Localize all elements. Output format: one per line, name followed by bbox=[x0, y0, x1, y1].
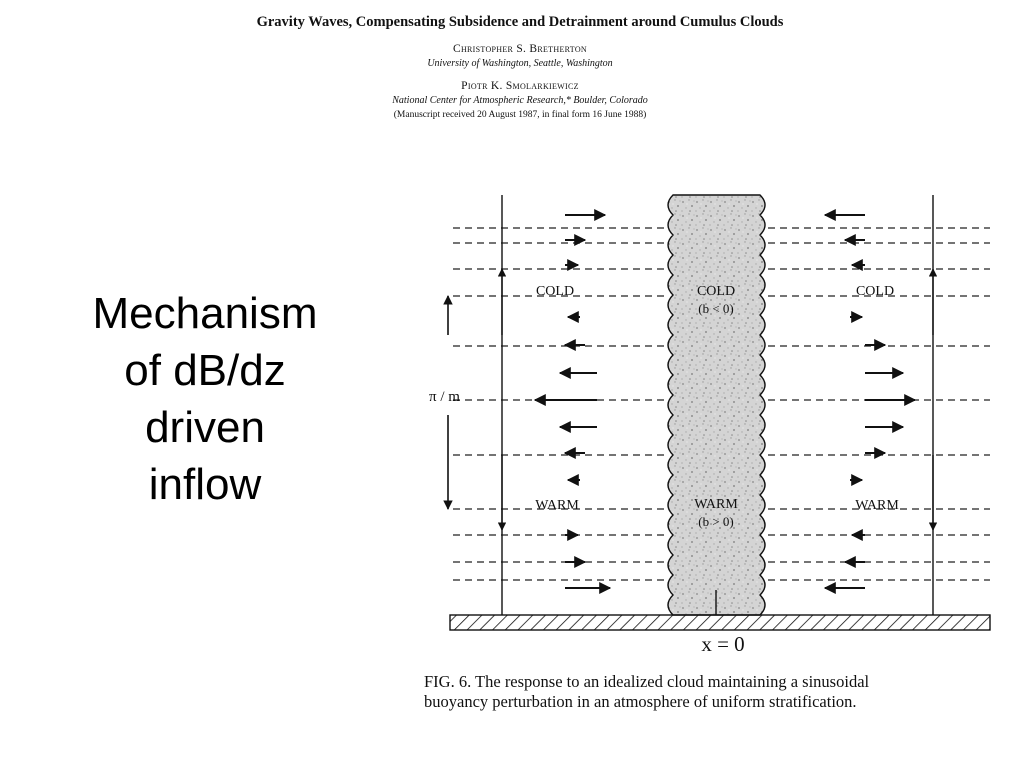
cold-center-buoyancy: (b < 0) bbox=[698, 301, 734, 316]
warm-center-buoyancy: (b > 0) bbox=[698, 514, 734, 529]
cold-left-label: COLD bbox=[535, 284, 575, 299]
caption-line-1: FIG. 6. The response to an idealized cloud maintaining a sinusoidal bbox=[424, 672, 870, 691]
paper-header bbox=[200, 14, 840, 120]
warm-right-label: WARM bbox=[855, 498, 899, 513]
pi-over-m-label: π / m bbox=[429, 389, 460, 405]
figure-caption bbox=[424, 672, 1014, 712]
cold-right-label: COLD bbox=[855, 284, 895, 299]
cold-center-label: COLD bbox=[696, 284, 736, 299]
x-zero-label: x = 0 bbox=[701, 632, 745, 656]
warm-center-label: WARM bbox=[694, 497, 738, 512]
cloud-column bbox=[668, 195, 765, 615]
author-1: Christopher S. Bretherton bbox=[453, 43, 587, 55]
affiliation-2: National Center for Atmospheric Research,* Boulder, Colorado bbox=[392, 95, 648, 106]
cloud-response-figure bbox=[415, 185, 1005, 665]
caption-line-2: buoyancy perturbation in an atmosphere of uniform stratification. bbox=[424, 692, 857, 711]
slide-title-line-1: Mechanism bbox=[92, 289, 318, 338]
warm-left-label: WARM bbox=[535, 498, 579, 513]
slide-title-line-3: driven bbox=[145, 403, 265, 452]
affiliation-1: University of Washington, Seattle, Washington bbox=[427, 58, 613, 69]
paper-title: Gravity Waves, Compensating Subsidence and Detrainment around Cumulus Clouds bbox=[256, 14, 784, 30]
slide-title-line-2: of dB/dz bbox=[124, 346, 286, 395]
manuscript-dates: (Manuscript received 20 August 1987, in final form 16 June 1988) bbox=[393, 110, 647, 120]
slide-title bbox=[50, 285, 360, 513]
ground-hatched bbox=[450, 615, 990, 630]
author-2: Piotr K. Smolarkiewicz bbox=[461, 80, 579, 92]
slide-title-line-4: inflow bbox=[148, 460, 262, 509]
